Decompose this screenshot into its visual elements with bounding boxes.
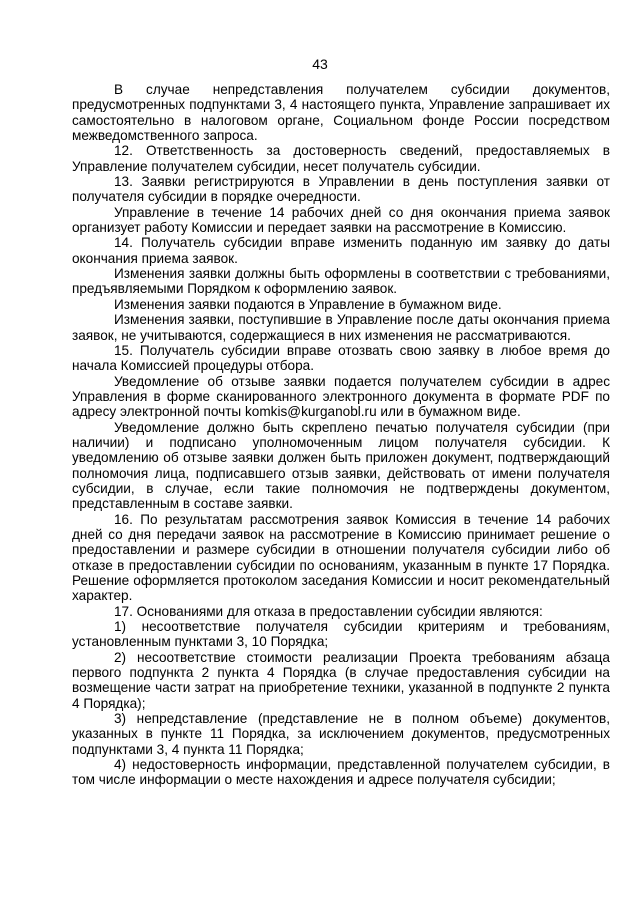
- paragraph: 14. Получатель субсидии вправе изменить поданную им заявку до даты окончания приема заявок.: [72, 235, 610, 266]
- paragraph: 17. Основаниями для отказа в предоставлении субсидии являются:: [114, 603, 543, 619]
- paragraph: Изменения заявки подаются в Управление в бумажном виде.: [114, 296, 502, 312]
- paragraph: Уведомление об отзыве заявки подается получателем субсидии в адрес Управления в форме сканированного электронного документа в формате PDF по адресу электронной почты komkis@kurganobl.ru или в бумажном виде.: [72, 373, 610, 420]
- paragraph: 2) несоответствие стоимости реализации Проекта требованиям абзаца первого подпункта 2 пункта 4 Порядка (в случае предоставления субсидии на возмещение части затрат на приобретение техники, указанной в подпункте 2 пункта 4 Порядка);: [72, 649, 610, 711]
- paragraph: Изменения заявки должны быть оформлены в соответствии с требованиями, предъявляемыми Порядком к оформлению заявок.: [72, 266, 610, 297]
- paragraph: 3) непредставление (представление не в полном объеме) документов, указанных в пункте 11 Порядка, за исключением документов, предусмотренных подпунктами 3, 4 пункта 11 Порядка;: [72, 711, 610, 757]
- paragraph: Управление в течение 14 рабочих дней со дня окончания приема заявок организует работу Комиссии и передает заявки на рассмотрение в Комиссию.: [72, 204, 610, 236]
- paragraph: 4) недостоверность информации, представленной получателем субсидии, в том числе информации о месте нахождения и адресе получателя субсидии;: [72, 757, 610, 788]
- page-number: 43: [312, 56, 328, 72]
- paragraph: 16. По результатам рассмотрения заявок Комиссия в течение 14 рабочих дней со дня передачи заявок на рассмотрение в Комиссию принимает решение о предоставлении и размере субсидии в отношении получателя субсидии либо об отказе в предоставлении субсидии по основаниям, указанным в пункте 17 Порядка. Решение оформляется протоколом заседания Комиссии и носит рекомендательный характер.: [72, 511, 610, 604]
- paragraph: Уведомление должно быть скреплено печатью получателя субсидии (при наличии) и подписано уполномоченным лицом получателя субсидии. К уведомлению об отзыве заявки должен быть приложен документ, подтверждающий полномочия лица, подписавшего отзыв заявки, действовать от имени получателя субсидии, в случае, если такие полномочия не подтверждены документом, представленным в составе заявки.: [72, 419, 610, 512]
- paragraph: 1) несоответствие получателя субсидии критериям и требованиям, установленным пунктами 3, 10 Порядка;: [72, 619, 610, 650]
- paragraph: 12. Ответственность за достоверность сведений, предоставляемых в Управление получателем субсидии, несет получатель субсидии.: [72, 143, 610, 174]
- paragraph: В случае непредставления получателем субсидии документов, предусмотренных подпунктами 3, 4 настоящего пункта, Управление запрашивает их самостоятельно в налоговом органе, Социальном фонде России посредством межведомственного запроса.: [72, 82, 610, 144]
- paragraph: Изменения заявки, поступившие в Управление после даты окончания приема заявок, не учитываются, содержащиеся в них изменения не рассматриваются.: [72, 312, 610, 343]
- paragraph: 15. Получатель субсидии вправе отозвать свою заявку в любое время до начала Комиссией процедуры отбора.: [72, 342, 610, 374]
- document-body: [72, 82, 610, 788]
- paragraph: 13. Заявки регистрируются в Управлении в день поступления заявки от получателя субсидии в порядке очередности.: [72, 174, 610, 205]
